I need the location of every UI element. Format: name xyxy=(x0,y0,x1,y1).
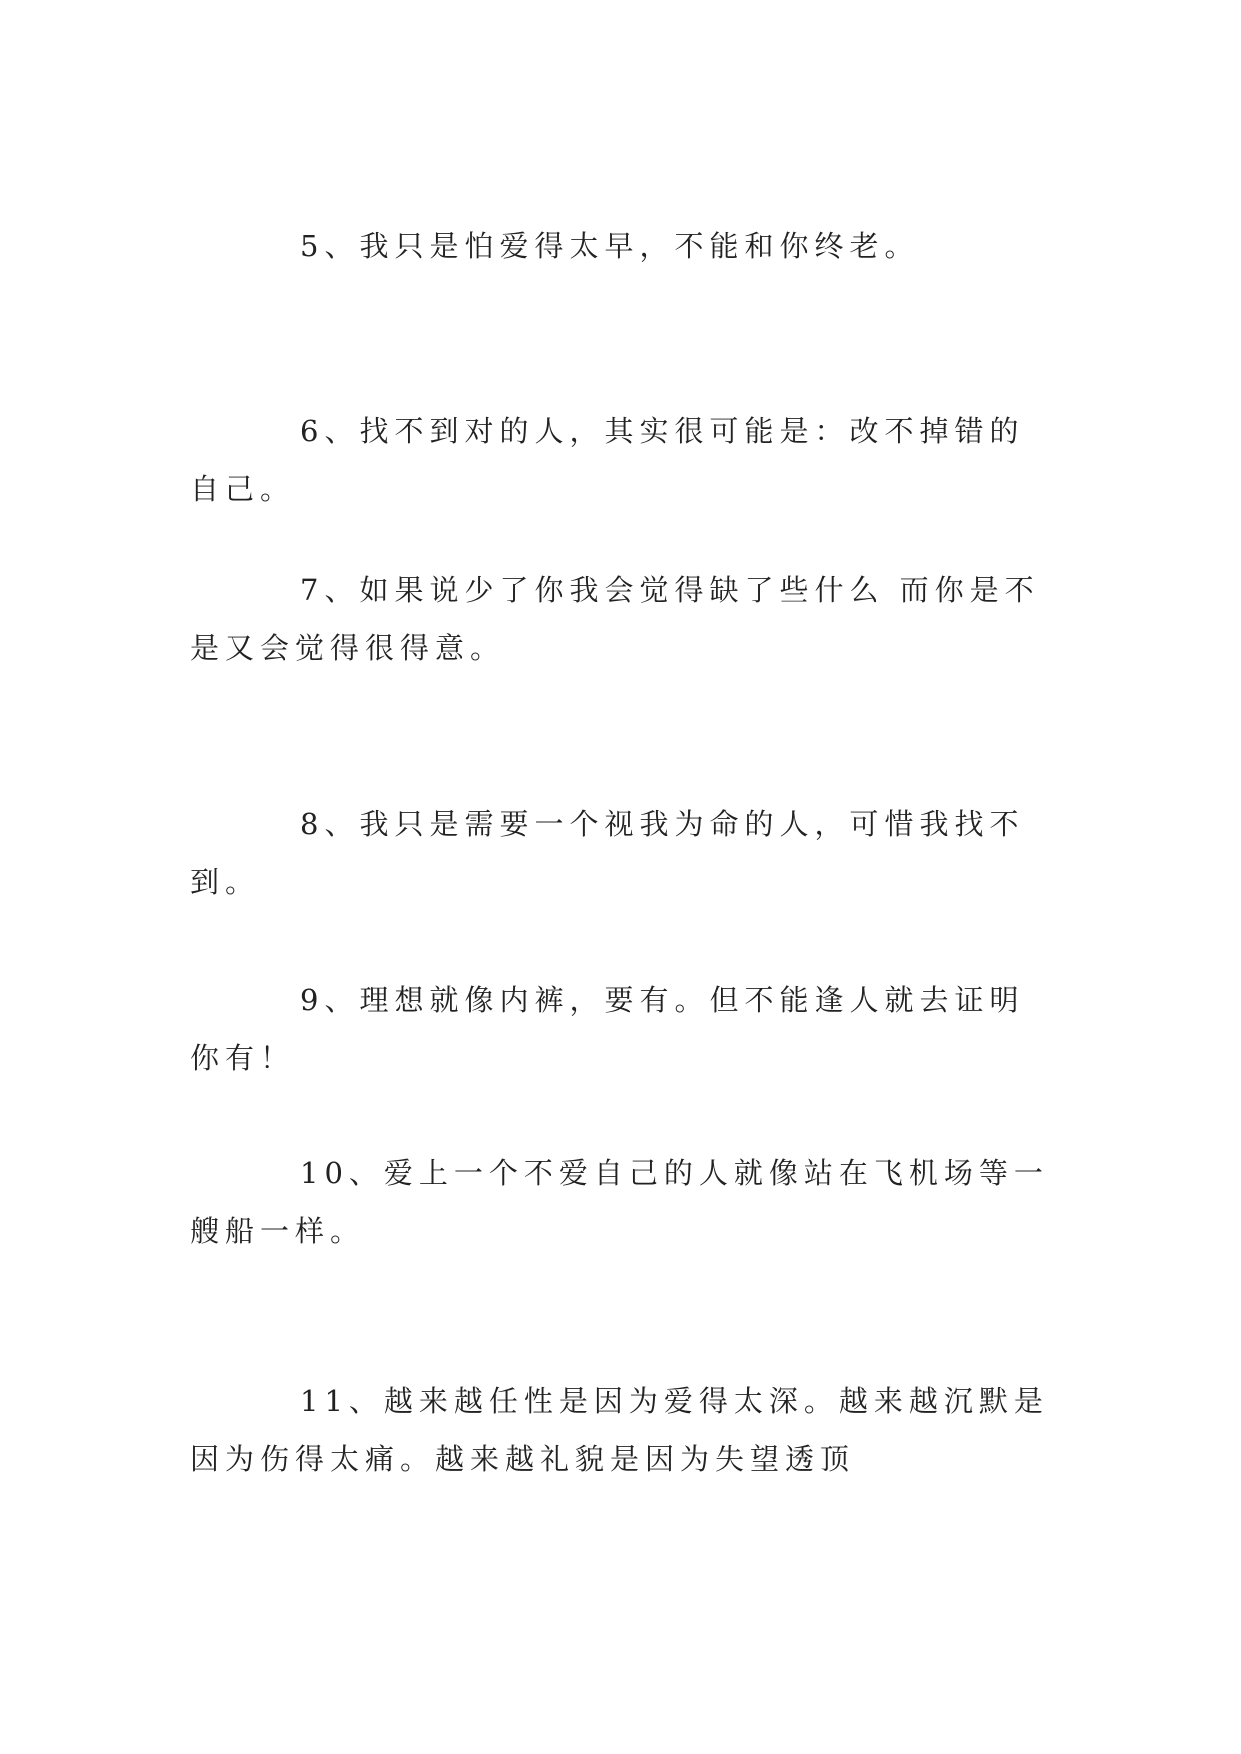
paragraph-6: 6、找不到对的人，其实很可能是：改不掉错的自己。 xyxy=(190,414,1025,506)
paragraph-5: 5、我只是怕爱得太早，不能和你终老。 xyxy=(300,229,920,263)
paragraph-9: 9、理想就像内裤，要有。但不能逢人就去证明你有！ xyxy=(190,983,1025,1075)
paragraph-7: 7、如果说少了你我会觉得缺了些什么 而你是不是又会觉得很得意。 xyxy=(190,573,1040,665)
paragraph-10: 10、爱上一个不爱自己的人就像站在飞机场等一艘船一样。 xyxy=(190,1156,1049,1248)
paragraph-8: 8、我只是需要一个视我为命的人，可惜我找不到。 xyxy=(190,807,1025,899)
paragraph-11: 11、越来越任性是因为爱得太深。越来越沉默是因为伤得太痛。越来越礼貌是因为失望透顶 xyxy=(190,1384,1049,1476)
